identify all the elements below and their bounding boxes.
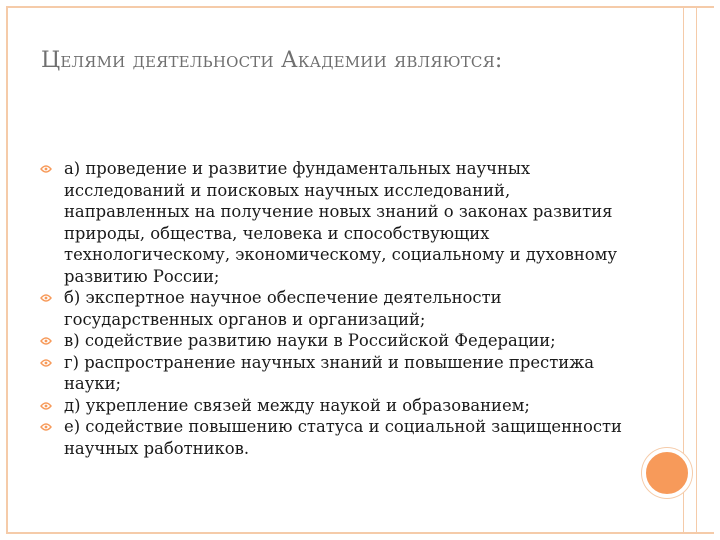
frame-top-line <box>6 6 714 8</box>
eye-bullet-icon <box>40 335 52 347</box>
list-item <box>40 330 640 352</box>
side-decor-band <box>683 8 697 532</box>
frame-left-line <box>6 6 8 534</box>
list-item <box>40 395 640 417</box>
list-item-text: д) укрепление связей между наукой и образованием; <box>64 395 530 415</box>
list-item-text: г) распространение научных знаний и повышение престижа науки; <box>64 352 595 393</box>
bullet-list <box>40 158 640 459</box>
eye-bullet-icon <box>40 292 52 304</box>
eye-bullet-icon <box>40 357 52 369</box>
frame-bottom-line <box>6 532 714 534</box>
slide-title: Целями деятельности Академии являются: <box>41 48 503 73</box>
list-item-text: б) экспертное научное обеспечение деятельности государственных органов и организаций; <box>64 288 502 329</box>
list-item <box>40 158 640 287</box>
list-item-text: в) содействие развитию науки в Российской Федерации; <box>64 331 556 350</box>
eye-bullet-icon <box>40 421 52 433</box>
list-item <box>40 287 640 330</box>
list-item-text: е) содействие повышению статуса и социальной защищенности научных работников. <box>64 417 622 458</box>
eye-bullet-icon <box>40 163 52 175</box>
list-item-text: а) проведение и развитие фундаментальных научных исследований и поисковых научных исследований, направленных на получение новых знаний о законах развития природы, общества, человека и способствующих технологическому, экономическому, социальному и духовному развитию России; <box>64 159 618 286</box>
decor-orb <box>642 448 692 498</box>
list-item <box>40 352 640 395</box>
list-item <box>40 416 640 459</box>
eye-bullet-icon <box>40 400 52 412</box>
